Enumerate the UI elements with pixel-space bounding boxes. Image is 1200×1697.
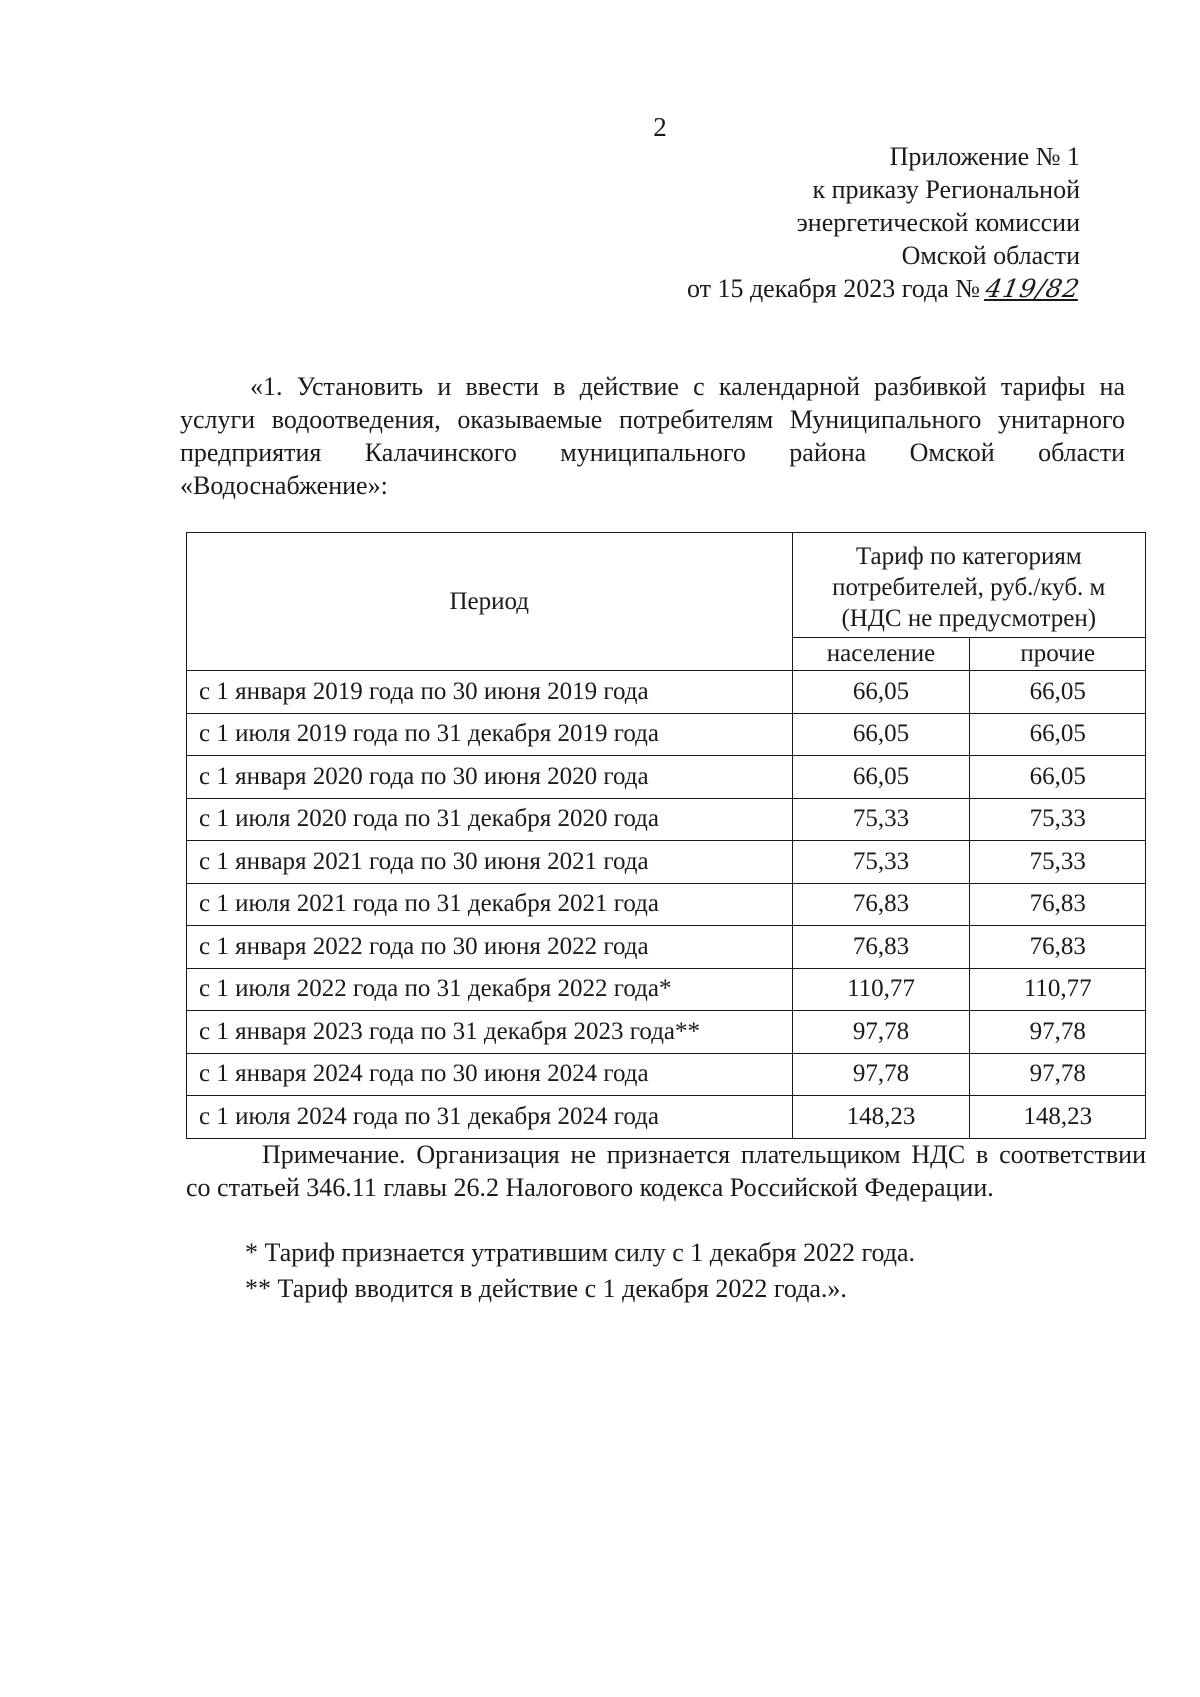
appendix-region: Омской области	[901, 241, 1080, 270]
table-row	[187, 883, 1146, 926]
period-header: Период	[187, 533, 793, 671]
appendix-commission: энергетической комиссии	[796, 208, 1080, 237]
other-header: прочие	[970, 638, 1146, 671]
table-row	[187, 671, 1146, 714]
appendix-date-line	[686, 272, 1083, 305]
other-cell: 66,05	[970, 671, 1146, 714]
appendix-order-ref: к приказу Региональной	[812, 175, 1080, 204]
period-cell: с 1 января 2024 года по 30 июня 2024 года	[187, 1053, 793, 1096]
other-cell: 66,05	[970, 756, 1146, 799]
page-number: 2	[653, 112, 667, 142]
population-cell: 66,05	[792, 671, 970, 714]
population-cell: 110,77	[792, 968, 970, 1011]
tariff-header: Тариф по категориям потребителей, руб./куб. м (НДС не предусмотрен)	[792, 533, 1145, 638]
table-row	[187, 1053, 1146, 1096]
table-header-row	[187, 533, 1146, 638]
handwritten-order-number: 419/82	[983, 274, 1083, 303]
other-cell: 75,33	[970, 798, 1146, 841]
population-cell: 75,33	[792, 798, 970, 841]
period-cell: с 1 января 2021 года по 30 июня 2021 года	[187, 841, 793, 884]
table-row	[187, 798, 1146, 841]
period-cell: с 1 января 2022 года по 30 июня 2022 года	[187, 926, 793, 969]
table-body	[187, 671, 1146, 1139]
table-row	[187, 756, 1146, 799]
population-cell: 97,78	[792, 1011, 970, 1054]
other-cell: 97,78	[970, 1053, 1146, 1096]
other-cell: 148,23	[970, 1096, 1146, 1139]
other-cell: 75,33	[970, 841, 1146, 884]
table-row	[187, 841, 1146, 884]
other-cell: 97,78	[970, 1011, 1146, 1054]
other-cell: 76,83	[970, 883, 1146, 926]
population-cell: 97,78	[792, 1053, 970, 1096]
table-row	[187, 968, 1146, 1011]
other-cell: 66,05	[970, 713, 1146, 756]
period-cell: с 1 июля 2022 года по 31 декабря 2022 года*	[187, 968, 793, 1011]
population-cell: 76,83	[792, 926, 970, 969]
tariff-table	[186, 532, 1146, 1139]
population-cell: 76,83	[792, 883, 970, 926]
population-cell: 66,05	[792, 756, 970, 799]
intro-paragraph: «1. Установить и ввести в действие с календарной разбивкой тарифы на услуги водоотведения, оказываемые потребителям Муниципального унитарного предприятия Калачинского муниципального района Омской области «Водоснабжение»:	[180, 372, 1125, 500]
other-cell: 110,77	[970, 968, 1146, 1011]
note-paragraph: Примечание. Организация не признается плательщиком НДС в соответствии со статьей 346.11 главы 26.2 Налогового кодекса Российской Федерации.	[186, 1140, 1146, 1202]
table-row	[187, 926, 1146, 969]
appendix-date: от 15 декабря 2023 года №	[686, 274, 981, 303]
period-cell: с 1 января 2020 года по 30 июня 2020 года	[187, 756, 793, 799]
table-row	[187, 1096, 1146, 1139]
period-cell: с 1 июля 2019 года по 31 декабря 2019 года	[187, 713, 793, 756]
period-cell: с 1 января 2019 года по 30 июня 2019 года	[187, 671, 793, 714]
period-cell: с 1 января 2023 года по 31 декабря 2023 года**	[187, 1011, 793, 1054]
period-cell: с 1 июля 2024 года по 31 декабря 2024 года	[187, 1096, 793, 1139]
appendix-title: Приложение № 1	[889, 142, 1080, 171]
other-cell: 76,83	[970, 926, 1146, 969]
period-cell: с 1 июля 2021 года по 31 декабря 2021 года	[187, 883, 793, 926]
population-cell: 148,23	[792, 1096, 970, 1139]
appendix-header	[686, 140, 1083, 305]
period-cell: с 1 июля 2020 года по 31 декабря 2020 года	[187, 798, 793, 841]
population-cell: 66,05	[792, 713, 970, 756]
population-cell: 75,33	[792, 841, 970, 884]
population-header: население	[792, 638, 970, 671]
table-row	[187, 713, 1146, 756]
footnote-2: ** Тариф вводится в действие с 1 декабря 2022 года.».	[245, 1274, 847, 1303]
table-row	[187, 1011, 1146, 1054]
footnote-1: * Тариф признается утратившим силу с 1 декабря 2022 года.	[245, 1238, 916, 1267]
